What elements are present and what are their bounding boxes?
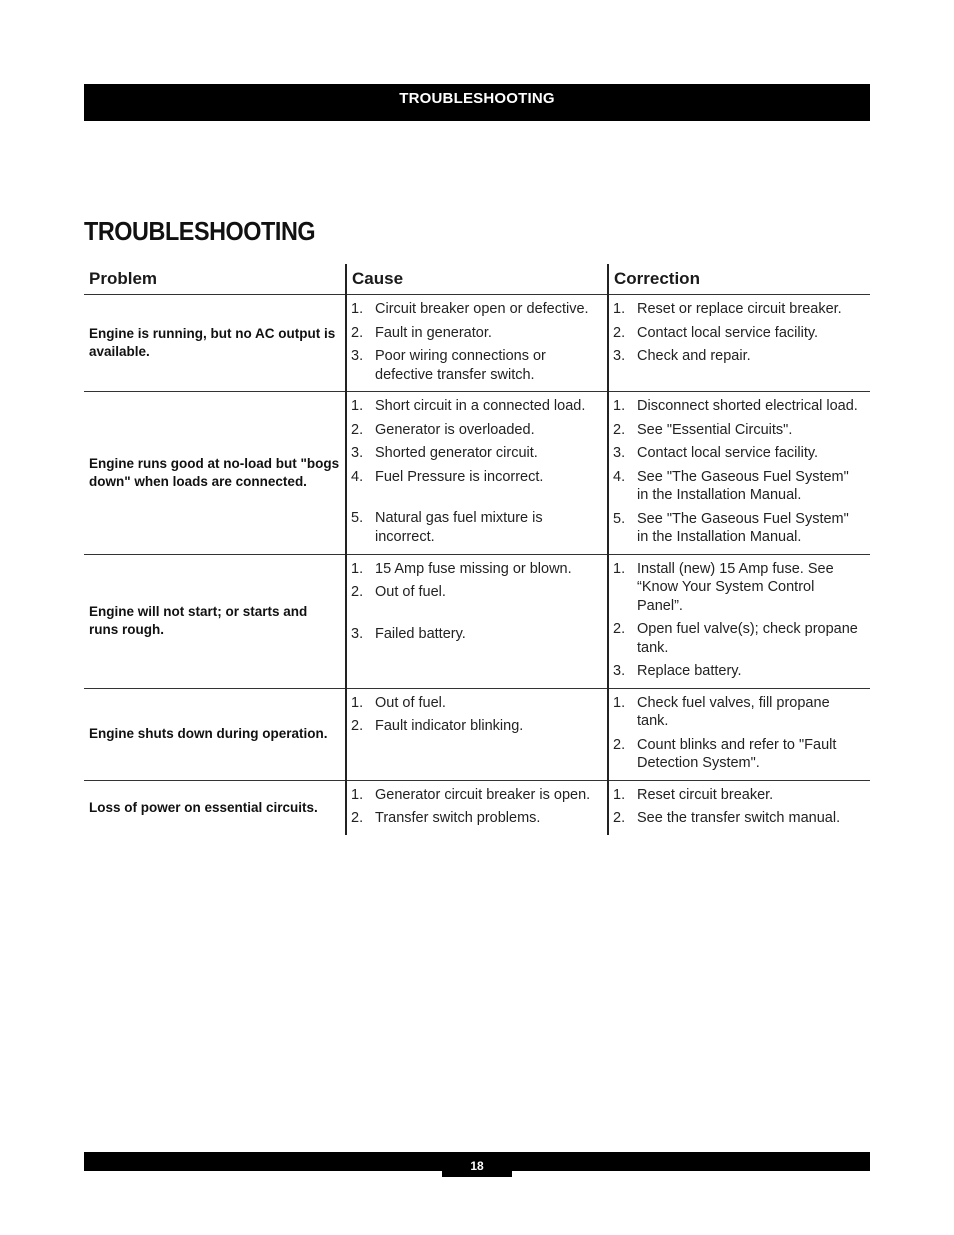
item-text: Reset or replace circuit breaker.: [637, 301, 842, 317]
cause-item: [347, 807, 607, 831]
header-title: TROUBLESHOOTING: [399, 90, 555, 107]
item-text: Fault in generator.: [375, 324, 492, 341]
item-text: Fuel Pressure is incorrect.: [375, 468, 544, 485]
problem-cell: Loss of power on essential circuits.: [89, 799, 318, 815]
correction-list: [609, 689, 870, 780]
cause-item: [347, 419, 607, 443]
cause-item: [347, 507, 607, 549]
item-text: 15 Amp fuse missing or blown.: [375, 560, 572, 577]
item-number: 2.: [613, 621, 626, 637]
table-row: [84, 780, 870, 835]
correction-item: [609, 660, 870, 684]
item-number: 2.: [351, 584, 364, 600]
item-number: 3.: [613, 348, 626, 364]
correction-list: [609, 555, 870, 688]
cause-item: [347, 466, 607, 508]
cause-cell: [346, 688, 608, 780]
problem-cell: Engine will not start; or starts and runs rough.: [84, 554, 346, 688]
item-text: See "The Gaseous Fuel System" in the Installation Manual.: [637, 510, 849, 545]
item-number: 2.: [613, 324, 626, 341]
page-title: TROUBLESHOOTING: [84, 216, 316, 246]
table-row: [84, 554, 870, 688]
correction-item: [609, 419, 870, 443]
item-number: 1.: [351, 694, 364, 711]
correction-list: [609, 781, 870, 835]
item-number: 2.: [351, 810, 364, 826]
item-number: 5.: [613, 510, 626, 527]
item-text: Install (new) 15 Amp fuse. See “Know Your System Control Panel”.: [637, 560, 834, 614]
cause-item: [347, 623, 607, 647]
page-number: 18: [442, 1152, 512, 1177]
item-text: Reset circuit breaker.: [637, 786, 774, 803]
column-header-cause: Cause: [346, 264, 608, 295]
item-text: Count blinks and refer to "Fault Detection System".: [637, 736, 837, 771]
item-number: 2.: [351, 324, 364, 341]
correction-cell: [608, 688, 870, 780]
item-text: Fault indicator blinking.: [375, 718, 524, 734]
cause-cell: [346, 554, 608, 688]
correction-list: [609, 295, 870, 373]
item-number: 2.: [351, 421, 364, 438]
correction-cell: [608, 780, 870, 835]
column-header-problem: Problem: [84, 264, 346, 295]
correction-item: [609, 298, 870, 322]
table-body: [84, 295, 870, 835]
item-text: Check and repair.: [637, 348, 751, 364]
table-header-row: [84, 264, 870, 295]
item-number: 1.: [613, 398, 626, 414]
problem-cell: Engine shuts down during operation.: [84, 688, 346, 780]
item-number: 1.: [351, 786, 364, 803]
correction-item: [609, 345, 870, 369]
item-text: See "Essential Circuits".: [637, 421, 793, 438]
correction-item: [609, 692, 870, 734]
correction-cell: [608, 295, 870, 392]
correction-item: [609, 734, 870, 776]
item-text: Check fuel valves, fill propane tank.: [637, 694, 830, 729]
table-row: [84, 295, 870, 392]
correction-item: [609, 395, 870, 419]
item-text: Out of fuel.: [375, 694, 446, 711]
item-number: 2.: [613, 810, 626, 826]
item-number: 3.: [613, 663, 626, 679]
cause-item: [347, 692, 607, 716]
item-text: See "The Gaseous Fuel System" in the Installation Manual.: [637, 468, 849, 503]
correction-item: [609, 322, 870, 346]
header-bar: [84, 84, 870, 121]
correction-item: [609, 442, 870, 466]
item-text: Contact local service facility.: [637, 445, 819, 461]
item-text: Short circuit in a connected load.: [375, 398, 586, 414]
column-header-correction: Correction: [608, 264, 870, 295]
correction-item: [609, 807, 870, 831]
item-number: 1.: [351, 398, 364, 414]
correction-item: [609, 466, 870, 508]
cause-cell: [346, 780, 608, 835]
correction-item: [609, 558, 870, 619]
correction-cell: [608, 392, 870, 555]
item-number: 3.: [613, 445, 626, 461]
item-text: Disconnect shorted electrical load.: [637, 398, 858, 414]
cause-list: [347, 689, 607, 743]
item-text: Contact local service facility.: [637, 324, 819, 341]
item-number: 2.: [613, 736, 626, 753]
item-text: Natural gas fuel mixture is incorrect.: [375, 510, 543, 545]
cause-item: [347, 395, 607, 419]
cause-item: [347, 784, 607, 808]
cause-list: [347, 295, 607, 391]
item-number: 2.: [351, 718, 364, 734]
item-text: See the transfer switch manual.: [637, 810, 841, 826]
item-text: Failed battery.: [375, 625, 466, 642]
item-text: Generator circuit breaker is open.: [375, 786, 591, 803]
cause-item: [347, 581, 607, 623]
item-text: Generator is overloaded.: [375, 421, 535, 438]
correction-item: [609, 618, 870, 660]
item-number: 4.: [613, 468, 626, 485]
item-text: Out of fuel.: [375, 584, 446, 600]
table-row: [84, 392, 870, 555]
cause-cell: [346, 295, 608, 392]
cause-cell: [346, 392, 608, 555]
item-number: 3.: [351, 625, 364, 642]
problem-cell: Engine is running, but no AC output is available.: [84, 295, 346, 392]
cause-item: [347, 322, 607, 346]
item-text: Replace battery.: [637, 663, 742, 679]
item-text: Transfer switch problems.: [375, 810, 541, 826]
item-text: Poor wiring connections or defective transfer switch.: [375, 348, 546, 383]
cause-item: [347, 345, 607, 387]
problem-cell: Engine runs good at no-load but "bogs down" when loads are connected.: [84, 392, 346, 555]
item-text: Shorted generator circuit.: [375, 445, 538, 461]
item-number: 3.: [351, 348, 364, 364]
cause-item: [347, 715, 607, 739]
cause-list: [347, 555, 607, 651]
item-number: 3.: [351, 445, 364, 461]
cause-item: [347, 298, 607, 322]
cause-list: [347, 392, 607, 553]
correction-item: [609, 508, 870, 550]
item-text: Open fuel valve(s); check propane tank.: [637, 621, 858, 656]
cause-item: [347, 442, 607, 466]
correction-list: [609, 392, 870, 554]
item-number: 1.: [351, 560, 364, 577]
table-row: [84, 688, 870, 780]
item-number: 1.: [613, 301, 626, 317]
cause-list: [347, 781, 607, 835]
item-number: 1.: [613, 560, 626, 577]
item-text: Circuit breaker open or defective.: [375, 301, 589, 317]
correction-item: [609, 784, 870, 808]
troubleshooting-table: [84, 264, 870, 835]
correction-cell: [608, 554, 870, 688]
item-number: 1.: [613, 786, 626, 803]
item-number: 1.: [613, 694, 626, 711]
cause-item: [347, 558, 607, 582]
item-number: 2.: [613, 421, 626, 438]
item-number: 5.: [351, 510, 364, 526]
item-number: 1.: [351, 301, 364, 317]
item-number: 4.: [351, 468, 364, 485]
